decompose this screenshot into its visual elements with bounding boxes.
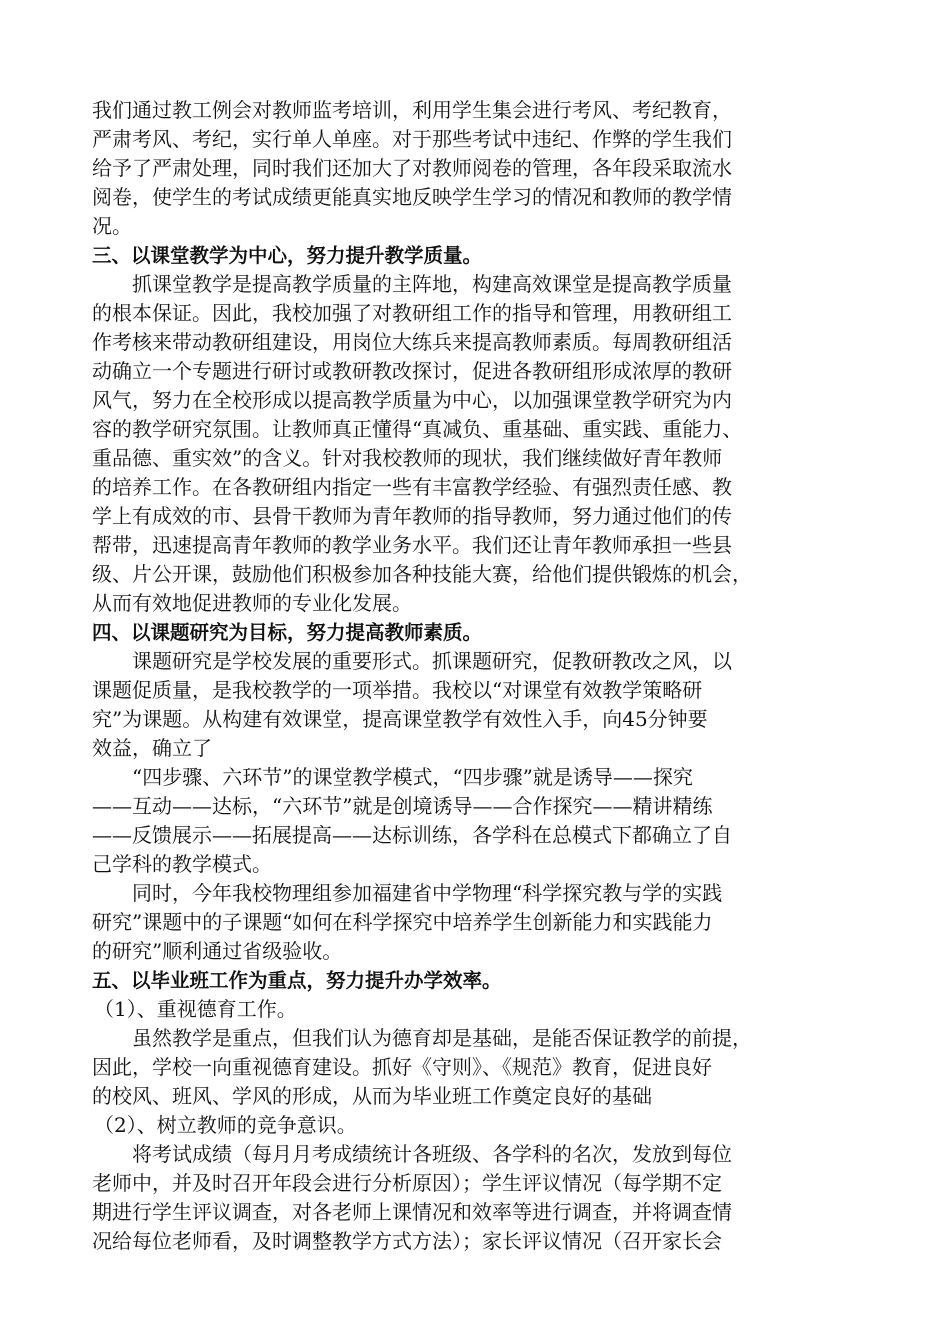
text-line: 的研究”顺利通过省级验收。 xyxy=(92,939,343,963)
text-line: 课题促质量，是我校教学的一项举措。我校以“对课堂有效教学策略研 xyxy=(92,678,703,702)
text-line: 的根本保证。因此，我校加强了对教研组工作的指导和管理，用教研组工 xyxy=(92,301,732,325)
text-line: 研究”课题中的子课题“如何在科学探究中培养学生创新能力和实践能力 xyxy=(92,910,713,934)
text-line: 况。 xyxy=(92,214,132,238)
text-line: 容的教学研究氛围。让教师真正懂得“真减负、重基础、重实践、重能力、 xyxy=(92,417,743,441)
text-line: （1）、重视德育工作。 xyxy=(94,997,297,1021)
text-line: 究”为课题。从构建有效课堂，提高课堂教学有效性入手，向45分钟要 xyxy=(92,707,708,731)
text-line: 我们通过教工例会对教师监考培训，利用学生集会进行考风、考纪教育， xyxy=(92,98,732,122)
text-line: 因此，学校一向重视德育建设。抓好《守则》、《规范》教育，促进良好 xyxy=(92,1055,712,1079)
text-line: 老师中，并及时召开年段会进行分析原因）；学生评议情况（每学期不定 xyxy=(92,1171,722,1195)
text-line: 从而有效地促进教师的专业化发展。 xyxy=(92,591,412,615)
text-line: 给予了严肃处理，同时我们还加大了对教师阅卷的管理，各年段采取流水 xyxy=(92,156,732,180)
text-line: 阅卷，使学生的考试成绩更能真实地反映学生学习的情况和教师的教学情 xyxy=(92,185,732,209)
text-line: ——互动——达标，“六环节”就是创境诱导——合作探究——精讲精练 xyxy=(92,794,713,818)
text-line: 级、片公开课，鼓励他们积极参加各种技能大赛，给他们提供锻炼的机会， xyxy=(92,562,752,586)
text-line: “四步骤、六环节”的课堂教学模式，“四步骤”就是诱导——探究 xyxy=(132,765,693,789)
text-line: 帮带，迅速提高青年教师的教学业务水平。我们还让青年教师承担一些县 xyxy=(92,533,732,557)
text-line: 将考试成绩（每月月考成绩统计各班级、各学科的名次，发放到每位 xyxy=(132,1142,732,1166)
text-line: 重品德、重实效”的含义。针对我校教师的现状，我们继续做好青年教师 xyxy=(92,446,723,470)
text-line: 同时，今年我校物理组参加福建省中学物理“科学探究教与学的实践 xyxy=(132,881,723,905)
section-heading: 四、以课题研究为目标，努力提高教师素质。 xyxy=(92,621,483,644)
text-line: 课题研究是学校发展的重要形式。抓课题研究，促教研教改之风，以 xyxy=(132,649,732,673)
text-line: 学上有成效的市、县骨干教师为青年教师的指导教师，努力通过他们的传 xyxy=(92,504,732,528)
text-line: 虽然教学是重点，但我们认为德育却是基础，是能否保证教学的前提， xyxy=(132,1026,752,1050)
text-line: 况给每位老师看，及时调整教学方式方法）；家长评议情况（召开家长会 xyxy=(92,1229,722,1253)
text-line: 的培养工作。在各教研组内指定一些有丰富教学经验、有强烈责任感、教 xyxy=(92,475,732,499)
text-line: 风气，努力在全校形成以提高教学质量为中心，以加强课堂教学研究为内 xyxy=(92,388,732,412)
text-line: 动确立一个专题进行研讨或教研教改探讨，促进各教研组形成浓厚的教研 xyxy=(92,359,732,383)
text-line: 严肃考风、考纪，实行单人单座。对于那些考试中违纪、作弊的学生我们 xyxy=(92,127,732,151)
document-page xyxy=(92,96,872,1256)
text-line: 作考核来带动教研组建设，用岗位大练兵来提高教师素质。每周教研组活 xyxy=(92,330,732,354)
section-heading: 五、以毕业班工作为重点，努力提升办学效率。 xyxy=(92,969,502,992)
text-line: 期进行学生评议调查，对各老师上课情况和效率等进行调查，并将调查情 xyxy=(92,1200,732,1224)
text-line: 抓课堂教学是提高教学质量的主阵地，构建高效课堂是提高教学质量 xyxy=(132,272,732,296)
text-line: 的校风、班风、学风的形成，从而为毕业班工作奠定良好的基础 xyxy=(92,1084,652,1108)
text-line: 效益，确立了 xyxy=(92,736,212,760)
text-line: 己学科的教学模式。 xyxy=(92,852,272,876)
section-heading: 三、以课堂教学为中心，努力提升教学质量。 xyxy=(92,244,483,267)
text-line: ——反馈展示——拓展提高——达标训练，各学科在总模式下都确立了自 xyxy=(92,823,732,847)
text-line: （2）、树立教师的竞争意识。 xyxy=(94,1113,357,1137)
